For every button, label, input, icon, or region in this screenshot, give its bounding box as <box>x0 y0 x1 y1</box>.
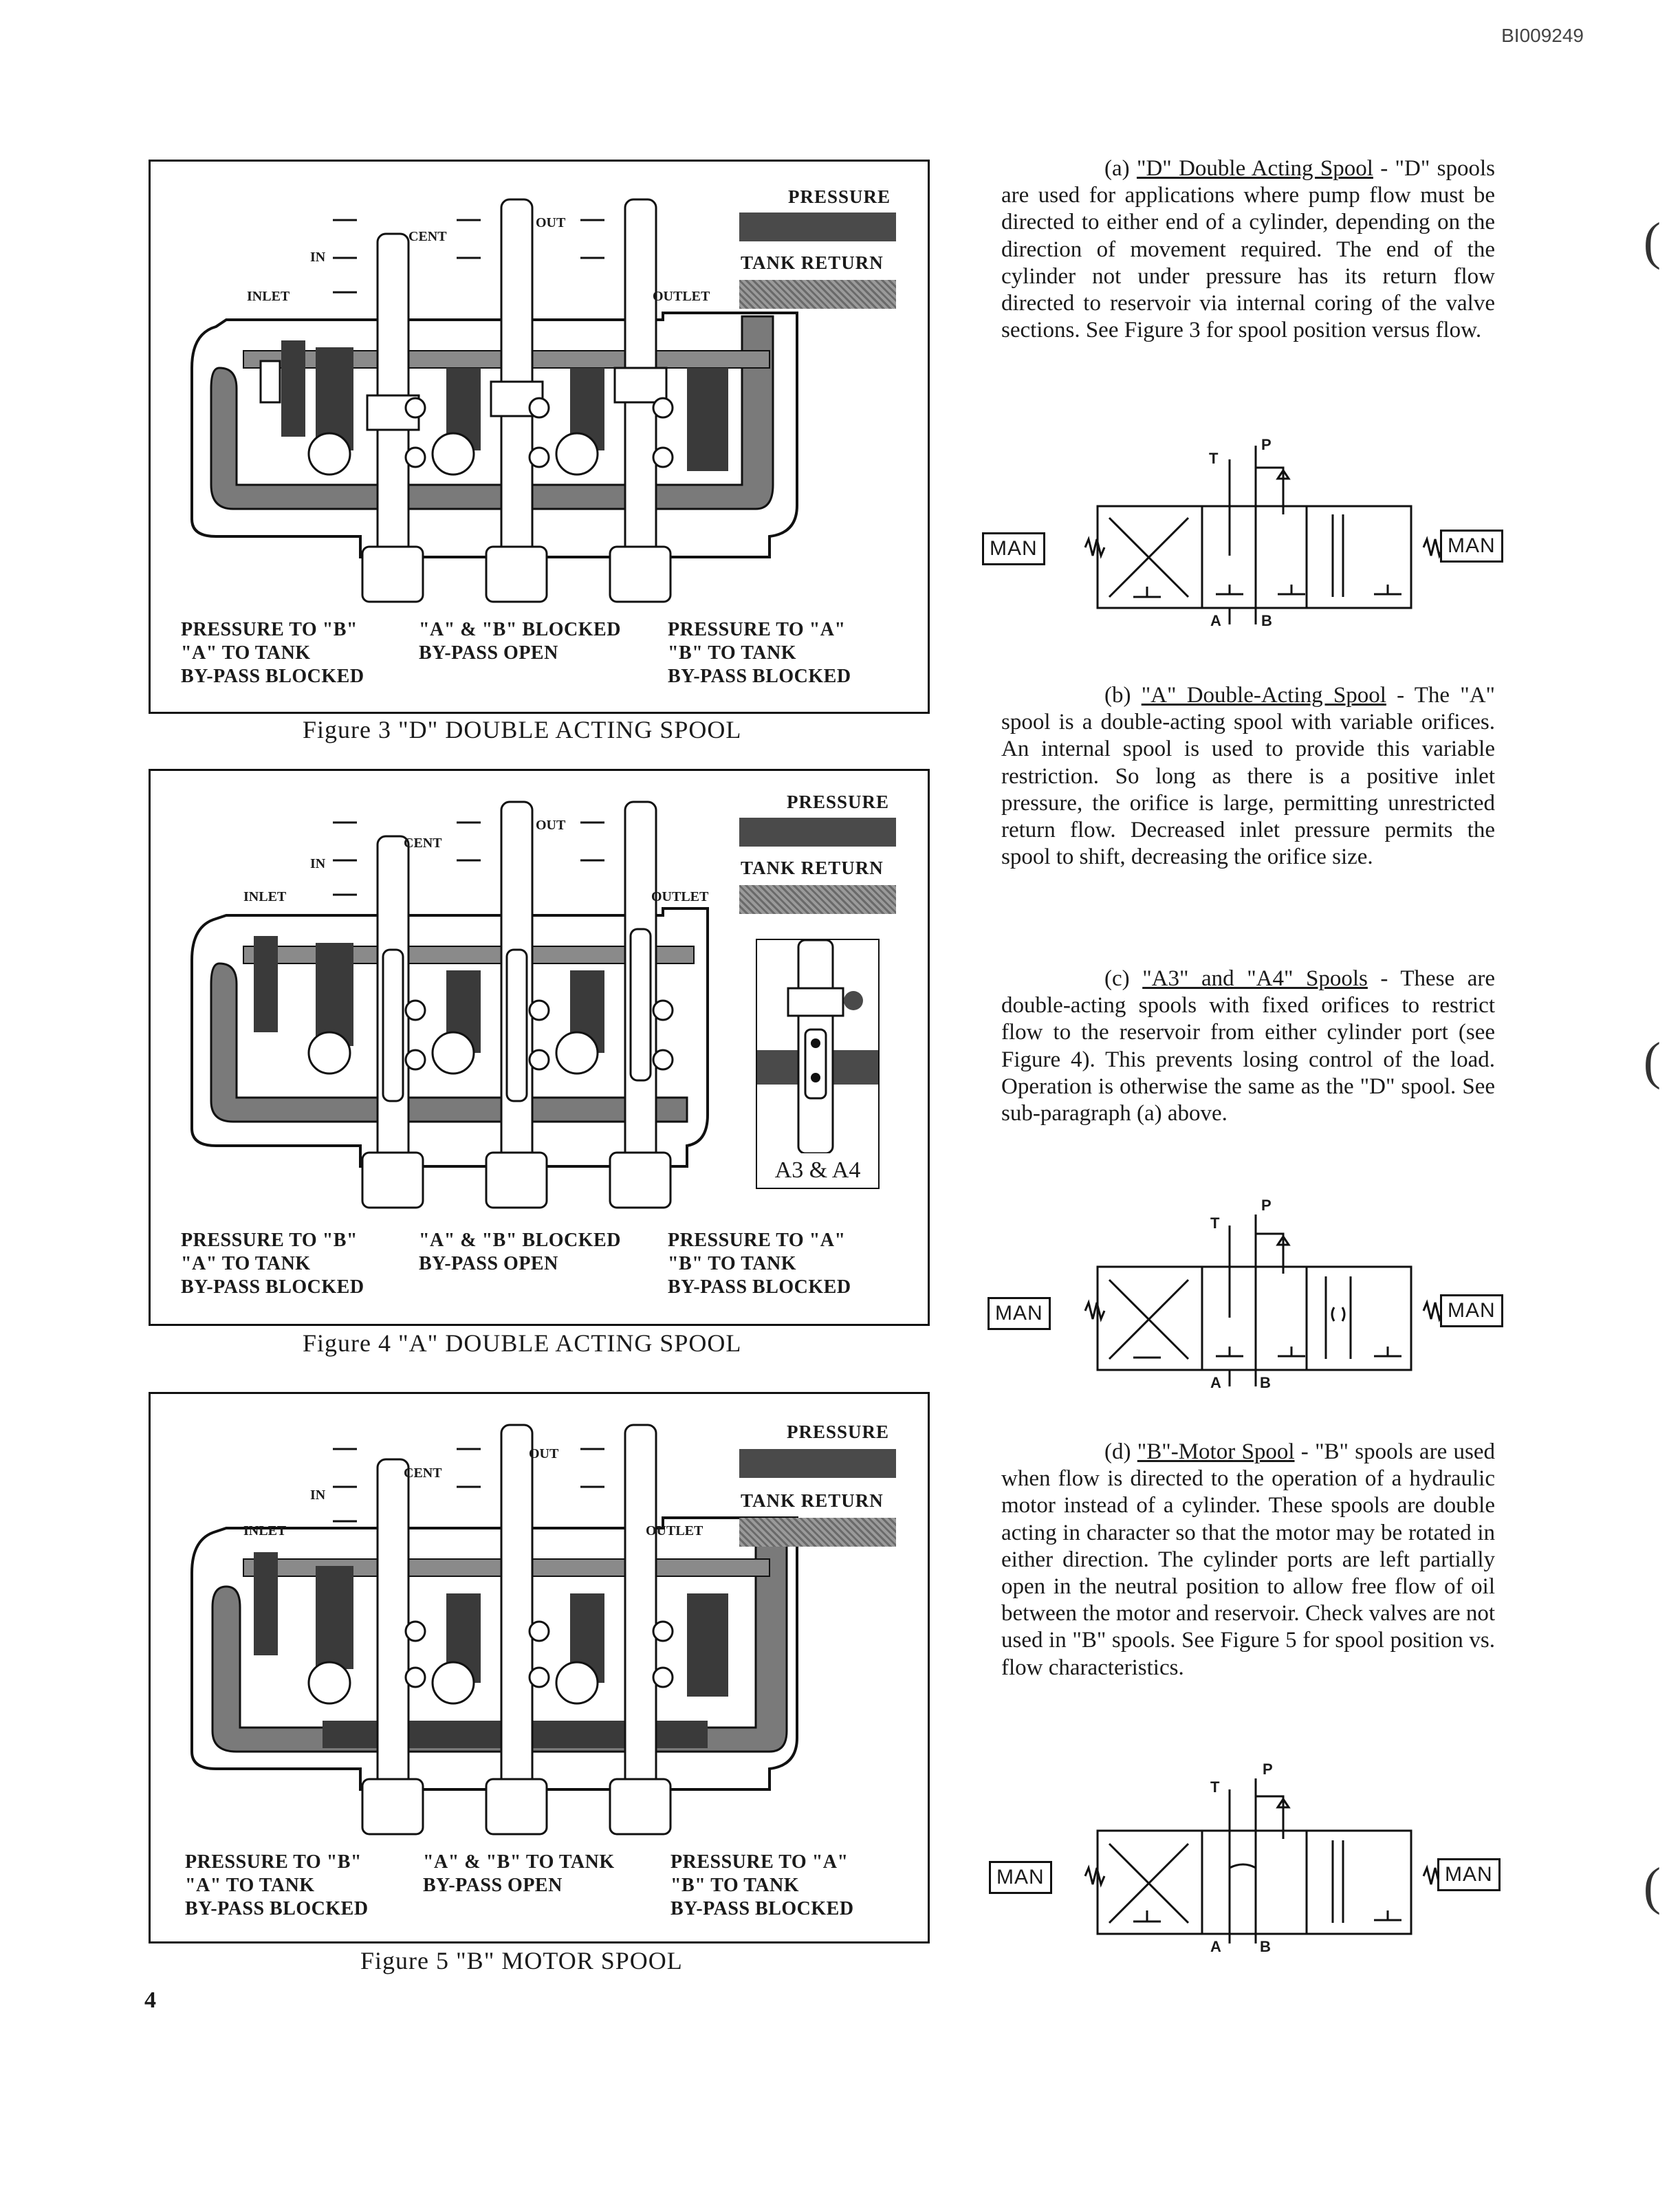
margin-bracket: ( <box>1643 1858 1661 1915</box>
port-t-label: T <box>1209 450 1219 467</box>
figure-5-caption: Figure 5 "B" MOTOR SPOOL <box>360 1947 683 1974</box>
legend-tank-return-label: TANK RETURN <box>741 858 884 878</box>
legend-pressure-swatch <box>739 818 896 847</box>
spool-position-caption: PRESSURE TO "A" "B" TO TANK BY-PASS BLOCKED <box>668 619 851 687</box>
spool-position-caption: PRESSURE TO "B" "A" TO TANK BY-PASS BLOCKED <box>185 1851 369 1919</box>
label-in: IN <box>310 1488 326 1503</box>
port-b-label: B <box>1260 1374 1271 1391</box>
figure-4-panel <box>149 769 930 1326</box>
paragraph-lead: (d) <box>1104 1439 1131 1464</box>
legend-pressure-label: PRESSURE <box>787 1422 890 1442</box>
label-in: IN <box>310 856 326 871</box>
legend-pressure-swatch <box>739 213 896 241</box>
paragraph-b-motor-spool <box>1001 1439 1495 1681</box>
label-outlet: OUTLET <box>653 289 710 304</box>
a3-a4-inset <box>756 939 880 1189</box>
label-cent: CENT <box>404 836 442 851</box>
spool-position-caption: "A" & "B" TO TANK BY-PASS OPEN <box>423 1851 615 1896</box>
manual-actuator-left: MAN <box>988 1297 1051 1330</box>
port-b-label: B <box>1260 1938 1271 1955</box>
port-t-label: T <box>1210 1778 1220 1796</box>
port-b-label: B <box>1261 612 1272 629</box>
paragraph-title: "A" Double-Acting Spool <box>1141 683 1386 708</box>
label-outlet: OUTLET <box>651 889 709 904</box>
label-in: IN <box>310 250 326 265</box>
label-cent: CENT <box>408 229 447 244</box>
label-outlet: OUTLET <box>646 1523 703 1538</box>
spool-position-caption: PRESSURE TO "A" "B" TO TANK BY-PASS BLOCKED <box>670 1851 854 1919</box>
manual-actuator-right: MAN <box>1440 1294 1503 1327</box>
legend-tank-return-swatch <box>739 280 896 309</box>
valve-symbol-drawing <box>982 432 1518 624</box>
paragraph-title: "A3" and "A4" Spools <box>1142 966 1368 991</box>
manual-actuator-left: MAN <box>982 532 1045 565</box>
valve-symbol-drawing <box>982 1758 1518 1950</box>
port-p-label: P <box>1261 436 1272 453</box>
paragraph-lead: (b) <box>1104 683 1131 708</box>
port-a-label: A <box>1210 612 1221 629</box>
legend-tank-return-label: TANK RETURN <box>741 252 884 273</box>
label-out: OUT <box>536 818 566 833</box>
port-p-label: P <box>1261 1197 1272 1214</box>
label-inlet: INLET <box>243 889 287 904</box>
legend-pressure-label: PRESSURE <box>787 792 890 812</box>
a3-a4-inset-label: A3 & A4 <box>774 1157 861 1183</box>
figure-4-caption: Figure 4 "A" DOUBLE ACTING SPOOL <box>303 1329 742 1357</box>
page-number: 4 <box>144 1987 156 2013</box>
paragraph-title: "B"-Motor Spool <box>1137 1439 1295 1464</box>
spool-position-caption: "A" & "B" BLOCKED BY-PASS OPEN <box>419 1230 621 1274</box>
a-spool-valve-symbol <box>982 1194 1518 1391</box>
figure-5-panel <box>149 1392 930 1943</box>
document-id: BI009249 <box>1501 25 1584 46</box>
paragraph-body: - These are double-acting spools with fixed orifices to restrict flow to the reservoir from either cylinder port (see Figure 4). This prevents losing control of the load. Operation is otherwise the same as the "D" spool. See sub-paragraph (a) above. <box>1001 966 1495 1126</box>
legend-pressure-swatch <box>739 1449 896 1478</box>
spool-position-caption: PRESSURE TO "A" "B" TO TANK BY-PASS BLOCKED <box>668 1230 851 1298</box>
label-inlet: INLET <box>243 1523 287 1538</box>
label-inlet: INLET <box>247 289 290 304</box>
legend-pressure-label: PRESSURE <box>788 186 891 207</box>
valve-symbol-drawing <box>982 1194 1518 1386</box>
margin-bracket: ( <box>1643 213 1661 270</box>
paragraph-lead: (c) <box>1104 966 1130 991</box>
legend-tank-return-swatch <box>739 1518 896 1547</box>
paragraph-body: - "B" spools are used when flow is directed to the operation of a hydraulic motor instead of a cylinder. These spools are double acting in character so that the motor may be rotated in either direction. The cylinder ports are left partially open in the neutral position to allow free flow of oil between the motor and reservoir. Check valves are not used in "B" spools. See Figure 5 for spool position vs. flow characteristics. <box>1001 1439 1495 1680</box>
paragraph-body: - The "A" spool is a double-acting spool with variable orifices. An internal spool is used to provide this variable restriction. So long as there is a positive inlet pressure, the orifice is large, permitting unrestricted return flow. Decreased inlet pressure permits the spool to shift, decreasing the orifice size. <box>1001 683 1496 870</box>
spool-position-caption: "A" & "B" BLOCKED BY-PASS OPEN <box>419 619 621 664</box>
label-out: OUT <box>529 1446 559 1461</box>
margin-bracket: ( <box>1643 1032 1661 1090</box>
figure-3-caption: Figure 3 "D" DOUBLE ACTING SPOOL <box>303 716 742 743</box>
label-cent: CENT <box>404 1466 442 1481</box>
a3-a4-orifice-drawing <box>757 940 878 1153</box>
paragraph-d-spool <box>1001 155 1495 344</box>
figure-3-panel <box>149 160 930 714</box>
port-t-label: T <box>1210 1215 1220 1232</box>
paragraph-title: "D" Double Acting Spool <box>1136 156 1373 181</box>
manual-actuator-right: MAN <box>1440 530 1503 563</box>
port-p-label: P <box>1263 1761 1273 1778</box>
d-spool-valve-symbol <box>982 432 1518 629</box>
port-a-label: A <box>1210 1374 1221 1391</box>
legend-tank-return-label: TANK RETURN <box>741 1490 884 1511</box>
b-spool-valve-symbol <box>982 1758 1518 1955</box>
label-out: OUT <box>536 215 566 230</box>
manual-actuator-left: MAN <box>989 1861 1052 1894</box>
spool-position-caption: PRESSURE TO "B" "A" TO TANK BY-PASS BLOCKED <box>181 1230 364 1298</box>
legend-tank-return-swatch <box>739 885 896 914</box>
paragraph-a-spool <box>1001 682 1495 871</box>
paragraph-body: - "D" spools are used for applications where pump flow must be directed to either end of a cylinder, depending on the direction of movement required. The end of the cylinder not under pressure has its return flow directed to reservoir via internal coring of the valve sections. See Figure 3 for spool position versus flow. <box>1001 156 1495 343</box>
manual-actuator-right: MAN <box>1437 1858 1501 1891</box>
port-a-label: A <box>1210 1938 1221 1955</box>
paragraph-lead: (a) <box>1104 156 1130 181</box>
spool-position-caption: PRESSURE TO "B" "A" TO TANK BY-PASS BLOCKED <box>181 619 364 687</box>
paragraph-a3-a4-spools <box>1001 966 1495 1127</box>
